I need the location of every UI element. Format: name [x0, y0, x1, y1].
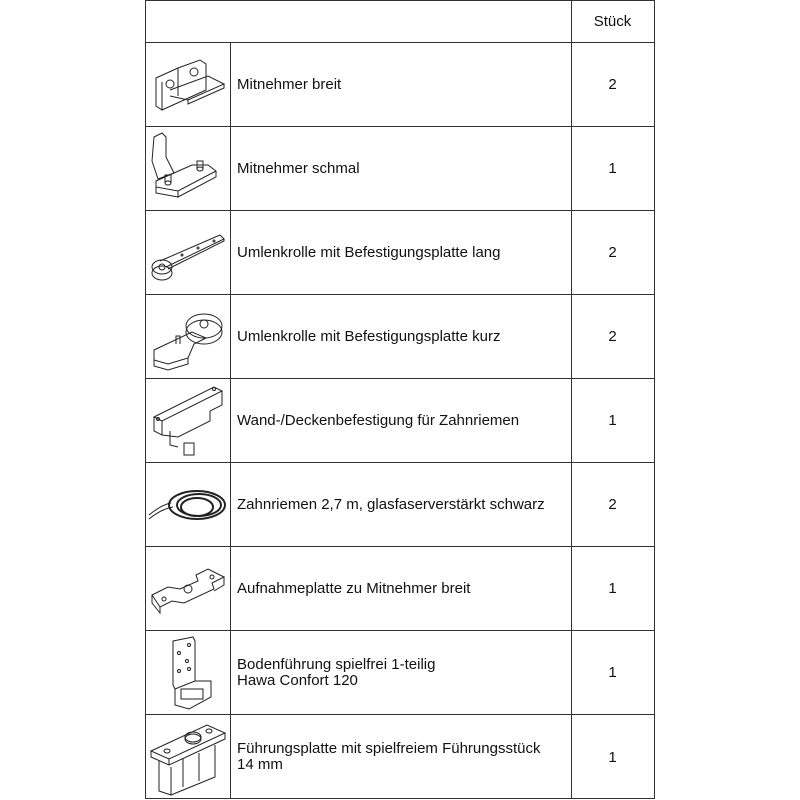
table-row — [146, 378, 654, 462]
table-row — [146, 714, 654, 799]
table-row — [146, 126, 654, 210]
table-header-row — [146, 0, 654, 42]
carrier-narrow-icon — [148, 131, 228, 206]
table-row — [146, 546, 654, 630]
item-quantity: 1 — [571, 631, 653, 714]
toothed-belt-icon — [147, 475, 229, 535]
table-row — [146, 630, 654, 714]
item-description: Bodenführung spielfrei 1-teilig Hawa Confort 120 — [237, 655, 436, 689]
parts-table — [145, 0, 655, 799]
floor-guide-icon — [153, 633, 223, 713]
pulley-long-plate-icon — [148, 223, 228, 283]
mounting-plate-icon — [148, 559, 228, 619]
pulley-short-plate-icon — [148, 302, 228, 372]
item-quantity: 2 — [571, 43, 653, 126]
item-description: Mitnehmer breit — [237, 75, 342, 93]
item-quantity: 1 — [571, 379, 653, 462]
item-description: Aufnahmeplatte zu Mitnehmer breit — [237, 579, 471, 597]
table-row — [146, 462, 654, 546]
table-row — [146, 294, 654, 378]
item-description: Umlenkrolle mit Befestigungsplatte lang — [237, 243, 501, 261]
item-description: Zahnriemen 2,7 m, glasfaserverstärkt schwarz — [237, 495, 545, 513]
table-row — [146, 210, 654, 294]
item-description: Umlenkrolle mit Befestigungsplatte kurz — [237, 327, 501, 345]
item-quantity: 2 — [571, 463, 653, 546]
table-row — [146, 42, 654, 126]
wall-ceiling-mount-icon — [148, 381, 228, 461]
item-quantity: 1 — [571, 547, 653, 630]
item-description: Führungsplatte mit spielfreiem Führungsstück 14 mm — [237, 740, 541, 773]
item-quantity: 1 — [571, 127, 653, 210]
item-quantity: 2 — [571, 295, 653, 378]
item-quantity: 2 — [571, 211, 653, 294]
header-quantity: Stück — [571, 1, 653, 42]
item-description: Mitnehmer schmal — [237, 159, 360, 177]
guide-plate-icon — [147, 717, 229, 797]
carrier-wide-icon — [148, 50, 228, 120]
item-description: Wand-/Deckenbefestigung für Zahnriemen — [237, 411, 520, 429]
item-quantity: 1 — [571, 715, 653, 799]
